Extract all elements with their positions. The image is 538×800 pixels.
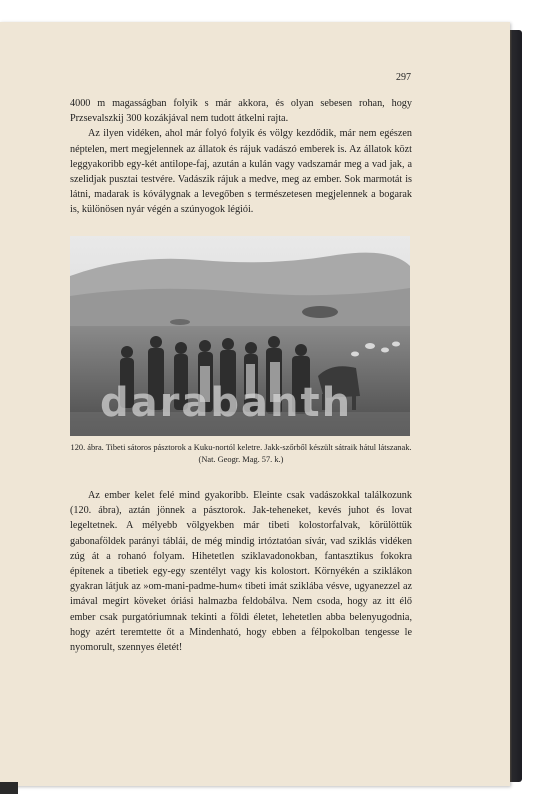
paragraph: 4000 m magasságban folyik s már akkora, és olyan sebesen rohan, hogy Przsevalszkij 300 kozákjával nem tudott átkelni rajta.	[70, 98, 412, 125]
text-block-top	[70, 96, 412, 218]
page-number: 297	[396, 72, 411, 83]
paragraph: Az ember kelet felé mind gyakoribb. Eleinte csak vadászokkal találkozunk (120. ábra), aztán jönnek a pásztorok. Jak-teheneket, kevés juhot és lovat legeltetnek. A mélyebb völgyekben már tibeti kolostorfalvak, körülöttük gabonaföldek parányi táblái, de még mindig irtóztatóan sívár, vad sziklás vidéken zúg át a rohanó folyam. Hihetetlen sziklavadonokban, fantasztikus fokokra építenek a tibetiek egy-egy szentélyt vagy kis kolostort. Környékén a sziklákon gyakran látjuk az »om-mani-padme-hum« tibeti imát sziklába vésve, ugyanezzel az imával megírt köveket óriási halmazba feldobálva. Nem csoda, hogy az itt élő ember csak purgatóriumnak tekinti a földi életet, lehetetlen abba belenyugodnia, hogy azért teremtette őt a Mindenható, hogy ebben a félpokolban tengesse le nyomorult, szennyes életét!	[70, 490, 412, 654]
paragraph: Az ilyen vidéken, ahol már folyó folyik és völgy kezdődik, már nem egészen néptelen, mert megjelennek az állatok és rájuk vadászó emberek is. Az állatok közt leggyakoribb egy-két antilope-faj, azután a kulán vagy vadszamár meg a vad jak, a szelidjak pusztai testvére. Vadászik rájuk a medve, meg az ember. Sok marmotát is látni, madarak is kóválygnak a levegőben s természetesen megjelennek a bogarak is, különösen nyár végén a szúnyogok légiói.	[70, 128, 412, 216]
corner-label	[0, 782, 18, 794]
text-block-bottom	[70, 488, 412, 655]
figure-caption: 120. ábra. Tibeti sátoros pásztorok a Kuku-nortól keletre. Jakk-szőrből készült sátraik hátul látszanak. (Nat. Geogr. Mag. 57. k.)	[70, 443, 412, 464]
watermark: darabanth	[100, 380, 353, 426]
